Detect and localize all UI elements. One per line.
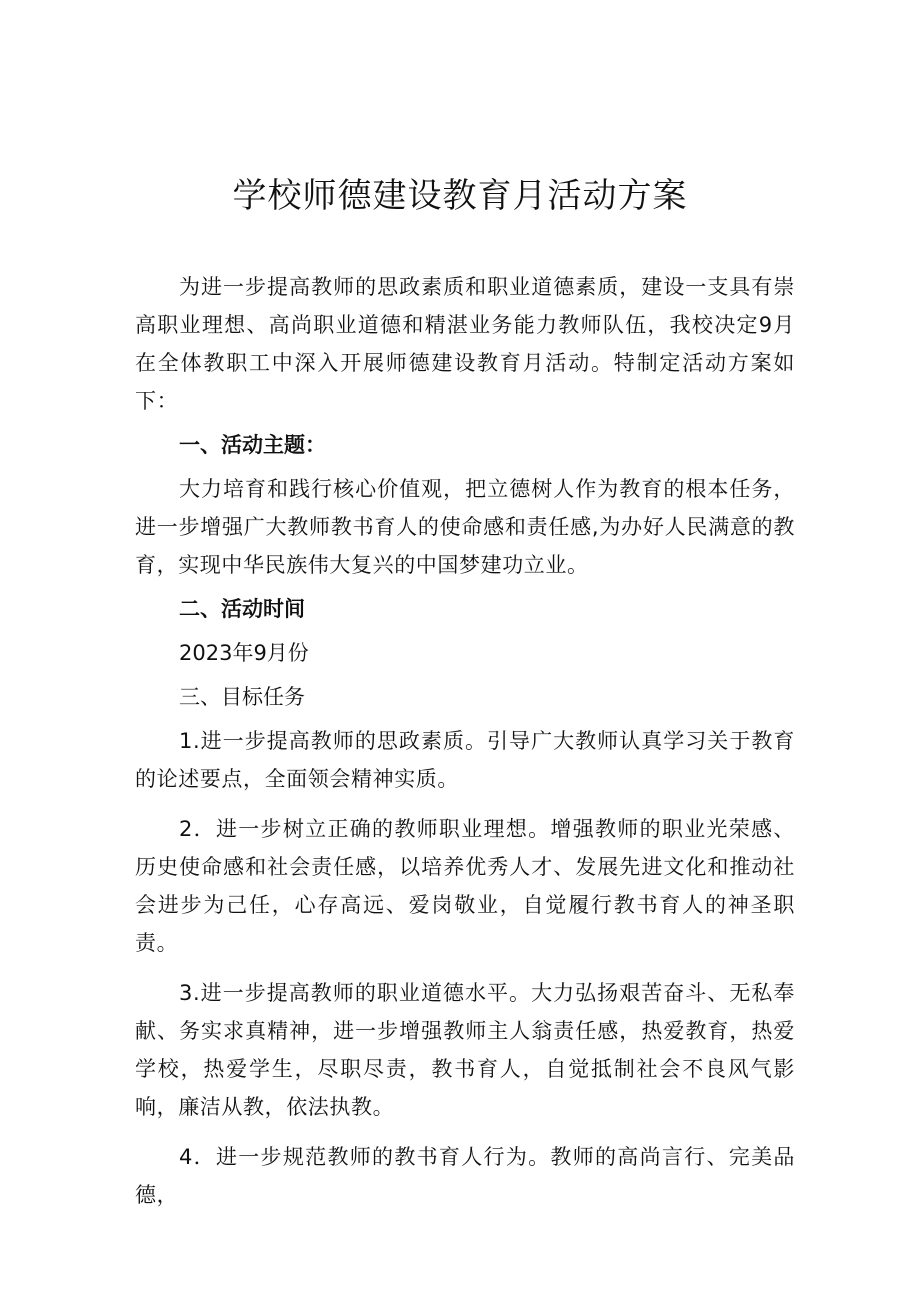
section2-paragraph: 2023年9月份 — [179, 641, 309, 665]
section2-heading: 二、活动时间 — [179, 597, 305, 621]
task-item-1: 1.进一步提高教师的思政素质。引导广大教师认真学习关于教育的论述要点，全面领会精神实质。 — [135, 729, 795, 791]
task-item-3: 3.进一步提高教师的职业道德水平。大力弘扬艰苦奋斗、无私奉献、务实求真精神，进一步增强教师主人翁责任感，热爱教育，热爱学校，热爱学生，尽职尽责，教书育人，自觉抵制社会不良风气影响，廉洁从教，依法执教。 — [135, 981, 795, 1119]
document-title: 学校师德建设教育月活动方案 — [232, 176, 688, 216]
task-item-2: 2．进一步树立正确的教师职业理想。增强教师的职业光荣感、历史使命感和社会责任感，以培养优秀人才、发展先进文化和推动社会进步为己任，心存高远、爱岗敬业，自觉履行教书育人的神圣职责。 — [135, 817, 795, 955]
section1-heading: 一、活动主题： — [179, 433, 326, 457]
section3-heading: 三、目标任务 — [179, 685, 305, 709]
intro-paragraph: 为进一步提高教师的思政素质和职业道德素质，建设一支具有崇高职业理想、高尚职业道德和精湛业务能力教师队伍，我校决定9月在全体教职工中深入开展师德建设教育月活动。特制定活动方案如下： — [135, 275, 795, 413]
document-body — [135, 268, 795, 1214]
section1-paragraph: 大力培育和践行核心价值观，把立德树人作为教育的根本任务，进一步增强广大教师教书育人的使命感和责任感,为办好人民满意的教育，实现中华民族伟大复兴的中国梦建功立业。 — [135, 477, 795, 577]
task-item-4: 4．进一步规范教师的教书育人行为。教师的高尚言行、完美品德， — [135, 1145, 795, 1207]
